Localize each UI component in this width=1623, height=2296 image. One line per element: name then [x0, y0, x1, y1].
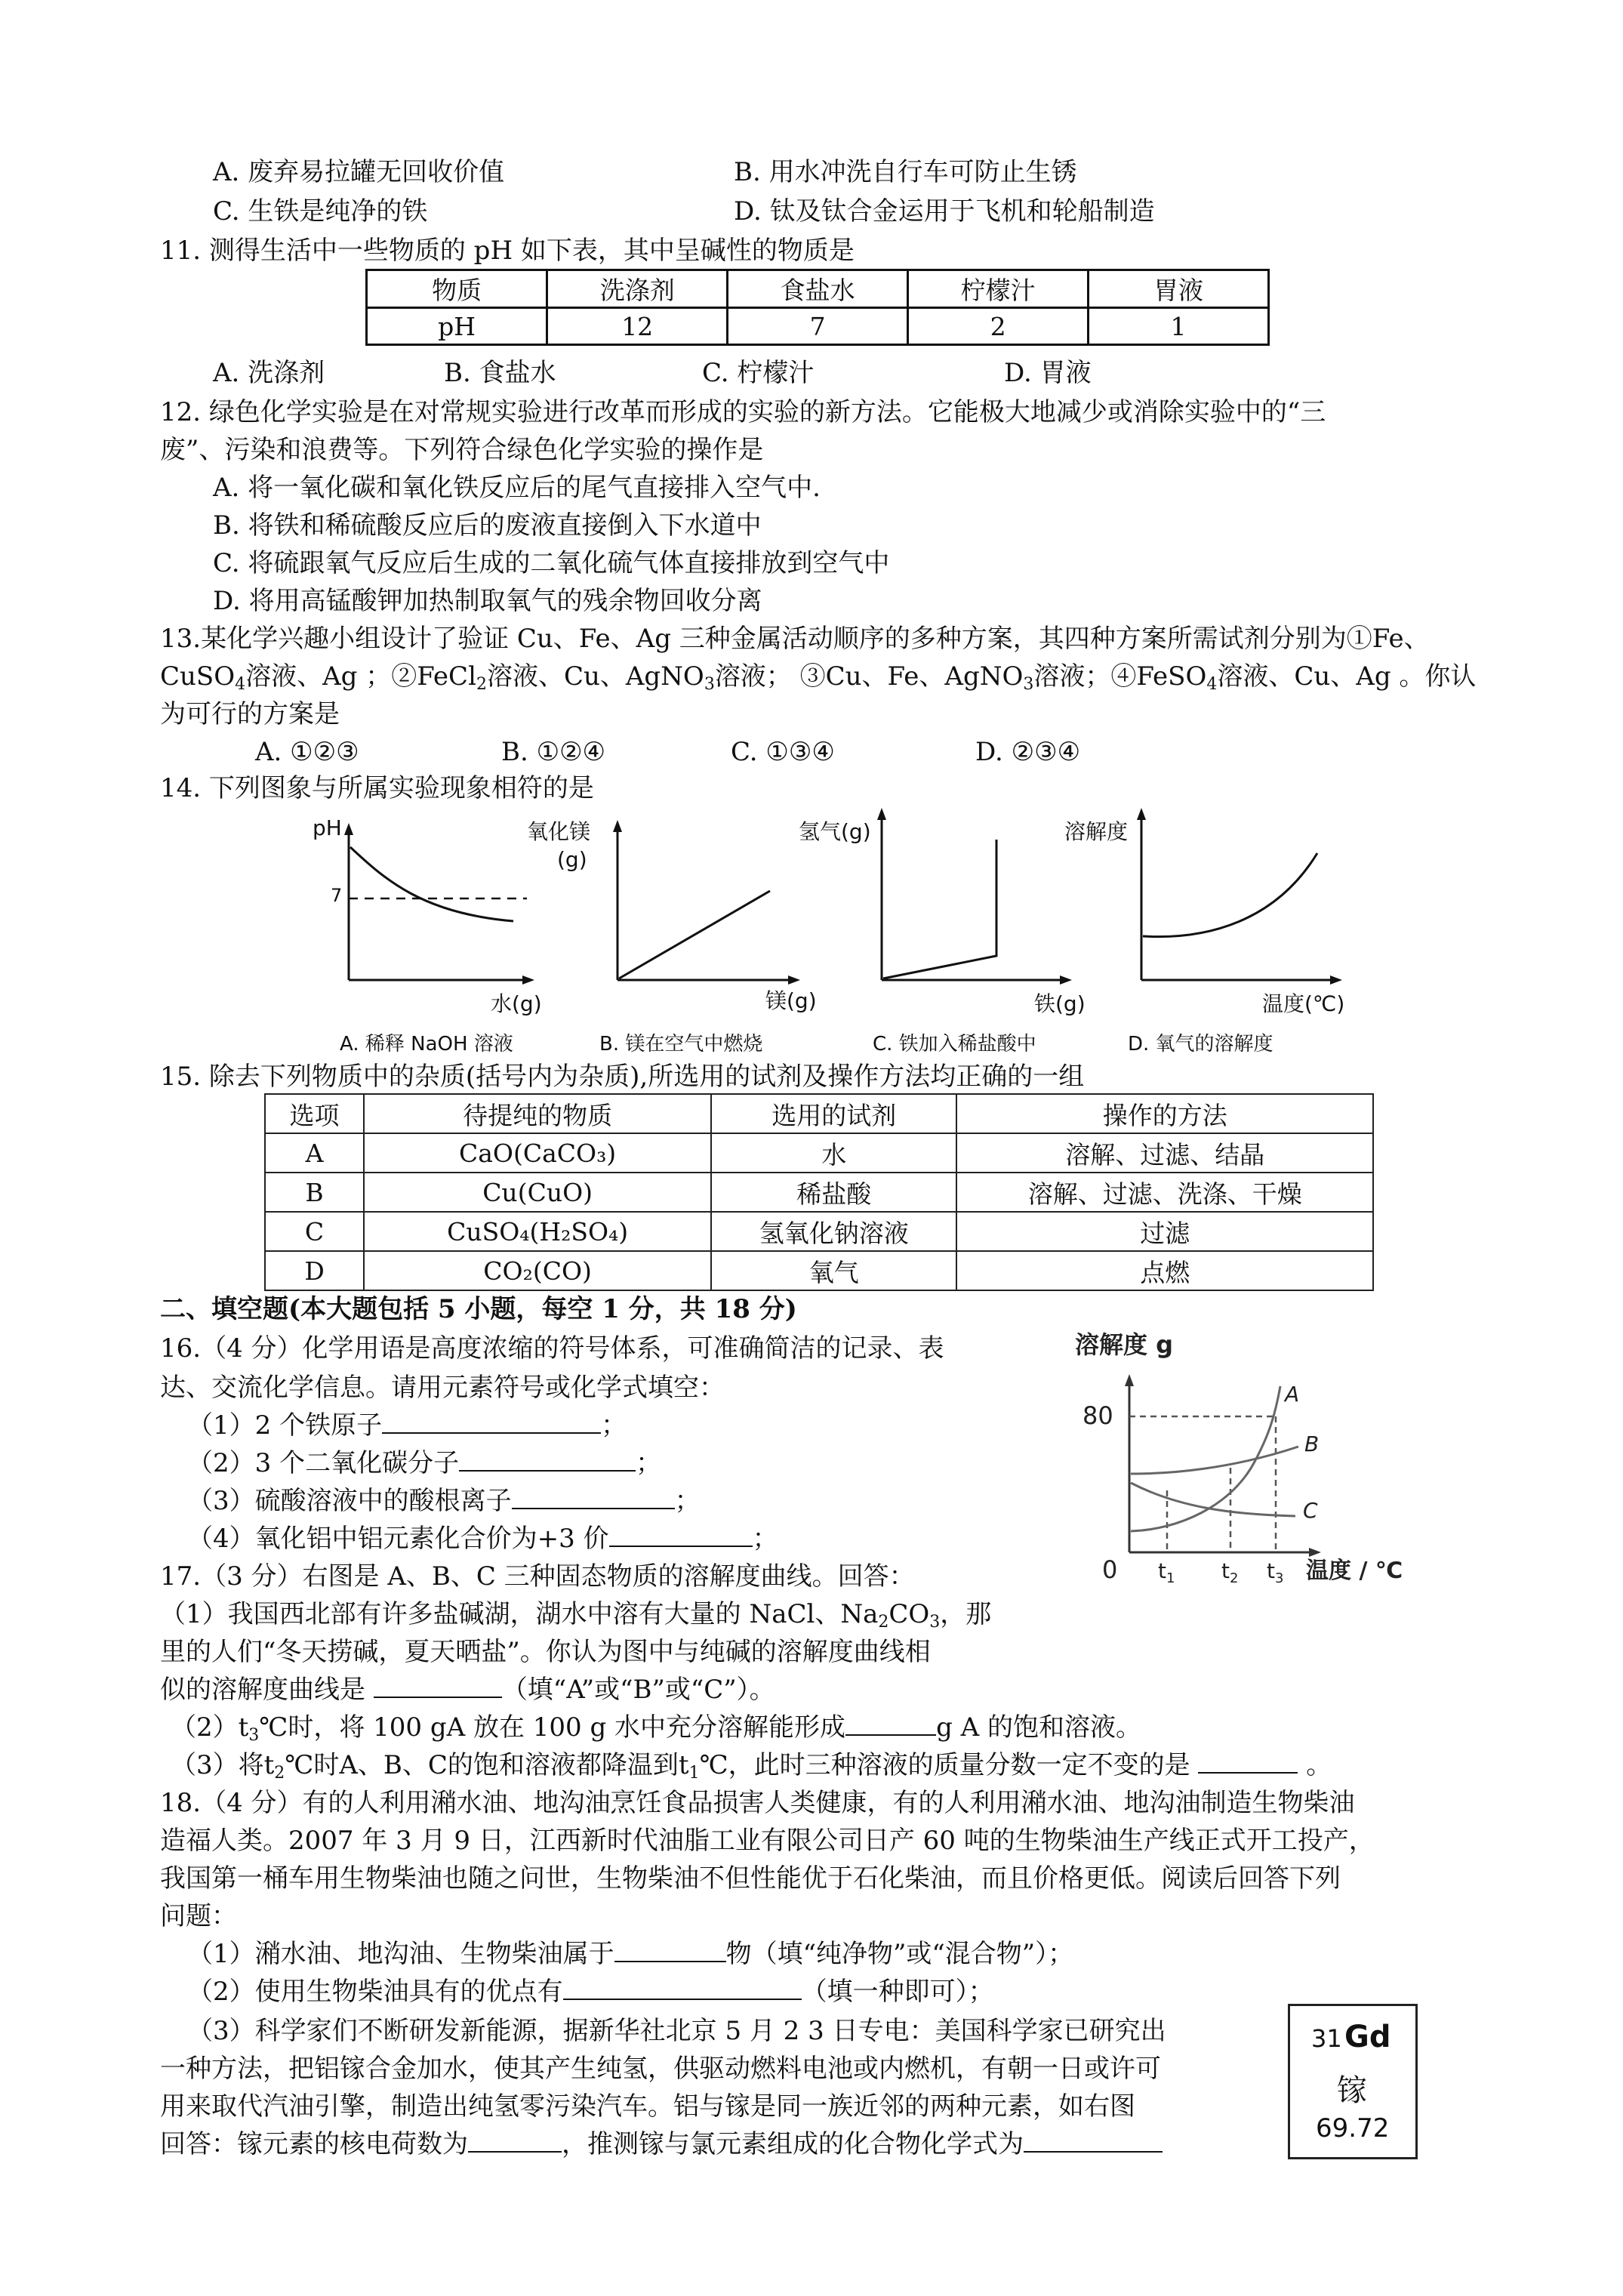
q18-item1: [187, 1937, 1073, 1971]
q16-item-text: （4）氧化铝中铝元素化合价为+3 价: [187, 1524, 609, 1554]
q17-line2: [160, 1598, 991, 1639]
origin-label: 0: [1102, 1555, 1118, 1584]
q15-header: 选用的试剂: [711, 1094, 956, 1133]
graph-a-tick: 7: [331, 885, 343, 906]
q12-option-a: A. 将一氧化碳和氧化铁反应后的尾气直接排入空气中.: [213, 473, 821, 503]
tick-80: 80: [1083, 1401, 1113, 1430]
q16-line1: 16.（4 分）化学用语是高度浓缩的符号体系，可准确简洁的记录、表: [160, 1333, 944, 1364]
q18-line3: 我国第一桶车用生物柴油也随之问世，生物柴油不但性能优于石化柴油，而且价格更低。阅读后回答下列: [160, 1863, 1341, 1894]
q13-text: 溶液、Cu、Ag 。你认: [1217, 661, 1477, 692]
q15-cell: 稀盐酸: [711, 1173, 956, 1212]
answer-blank[interactable]: [459, 1447, 636, 1472]
graph-b-xlabel: 镁(g): [765, 988, 817, 1013]
subscript: 3: [248, 1726, 260, 1745]
q18-text: （填一种即可）；: [801, 1977, 994, 2007]
label-a: A: [1285, 1382, 1300, 1407]
arrow-right-icon: [788, 975, 800, 985]
arrow-up-icon: [1137, 808, 1146, 820]
q15-header: 选项: [265, 1094, 364, 1133]
subscript: 3: [1023, 675, 1034, 694]
q16-item-text: （1）2 个铁原子: [187, 1410, 383, 1441]
q15-cell: Cu(CuO): [364, 1173, 711, 1212]
q17-text: （2）t: [171, 1712, 249, 1743]
t-symbol: t: [1267, 1558, 1275, 1583]
q15-cell: B: [265, 1173, 364, 1212]
q15-cell: C: [265, 1212, 364, 1251]
q15-cell: A: [265, 1133, 364, 1173]
q16-item-text: （2）3 个二氧化碳分子: [187, 1448, 460, 1478]
t-sub: 3: [1274, 1570, 1284, 1586]
q17-text: （填“A”或“B”或“C”）。: [501, 1675, 775, 1705]
arrow-right-icon: [1330, 975, 1342, 985]
q17-text: ℃时A、B、C的饱和溶液都降温到t: [285, 1750, 689, 1780]
subscript: 2: [274, 1764, 285, 1783]
q15-cell: CuSO₄(H₂SO₄): [364, 1212, 711, 1251]
q12-stem-line1: 12. 绿色化学实验是在对常规实验进行改革而形成的实验的新方法。它能极大地减少或消除实验中的“三: [160, 397, 1326, 427]
q13-text: 溶液；④FeSO: [1033, 661, 1207, 692]
section-heading: 二、填空题(本大题包括 5 小题，每空 1 分，共 18 分): [160, 1294, 797, 1324]
q17-line5: [171, 1711, 1141, 1752]
q12-option-d: D. 将用高锰酸钾加热制取氧气的残余物回收分离: [213, 586, 762, 616]
q18-text: 物（填“纯净物”或“混合物”）；: [725, 1939, 1074, 1969]
answer-blank[interactable]: [845, 1712, 936, 1736]
line: [883, 840, 996, 978]
q11-option-a: A. 洗涤剂: [213, 358, 325, 388]
q11-option-c: C. 柠檬汁: [702, 358, 815, 388]
label-b: B: [1304, 1432, 1320, 1456]
q15-cell: 点燃: [956, 1251, 1373, 1290]
q13-line2: [160, 660, 1476, 701]
q15-table: [264, 1093, 1374, 1291]
answer-blank[interactable]: [1024, 2128, 1163, 2153]
element-symbol: Gd: [1344, 2020, 1391, 2054]
q17-line3: 里的人们“冬天捞碱，夏天晒盐”。你认为图中与纯碱的溶解度曲线相: [160, 1637, 931, 1667]
ph-table-header: 洗涤剂: [547, 270, 728, 308]
q15-header: 操作的方法: [956, 1094, 1373, 1133]
label-c: C: [1303, 1498, 1318, 1523]
t-symbol: t: [1221, 1558, 1230, 1583]
q11-option-d: D. 胃液: [1004, 358, 1092, 388]
curve: [350, 847, 513, 921]
q18-line1: 18.（4 分）有的人利用潲水油、地沟油烹饪食品损害人类健康，有的人利用潲水油、地沟油制造生物柴油: [160, 1788, 1355, 1818]
q13-text: 溶液； ③Cu、Fe、AgNO: [714, 661, 1024, 692]
ph-table-header: 柠檬汁: [908, 270, 1089, 308]
q18-text: （1）潲水油、地沟油、生物柴油属于: [187, 1939, 614, 1969]
q15-stem: 15. 除去下列物质中的杂质(括号内为杂质),所选用的试剂及操作方法均正确的一组: [160, 1062, 1085, 1092]
subscript: 3: [704, 675, 715, 694]
arrow-right-icon: [1309, 1548, 1321, 1557]
solubility-graph: [1057, 1326, 1480, 1620]
arrow-up-icon: [1125, 1374, 1134, 1386]
ph-table-cell: 2: [908, 308, 1089, 345]
q15-cell: 过滤: [956, 1212, 1373, 1251]
arrow-up-icon: [877, 808, 886, 820]
q15-cell: 溶解、过滤、洗涤、干燥: [956, 1173, 1373, 1212]
q16-item1: [187, 1409, 627, 1442]
arrow-right-icon: [1060, 975, 1072, 985]
q13-option-c: C. ①③④: [731, 737, 835, 767]
q13-text: CuSO: [160, 661, 236, 692]
answer-blank[interactable]: [609, 1523, 753, 1547]
answer-blank[interactable]: [512, 1485, 675, 1509]
q18-item3: （3）科学家们不断研发新能源，据新华社北京 5 月 2 3 日专电：美国科学家已研究出: [187, 2016, 1166, 2046]
answer-blank[interactable]: [614, 1938, 726, 1962]
q15-cell: 氧气: [711, 1251, 956, 1290]
q12-option-c: C. 将硫跟氧气反应后生成的二氧化硫气体直接排放到空气中: [213, 548, 890, 578]
q17-text: g A 的饱和溶液。: [936, 1712, 1141, 1743]
q17-text: ℃，此时三种溶液的质量分数一定不变的是: [699, 1750, 1190, 1780]
q15-header: 待提纯的物质: [364, 1094, 711, 1133]
q12-stem-line2: 废”、污染和浪费等。下列符合绿色化学实验的操作是: [160, 435, 764, 465]
q18-line7: 用来取代汽油引擎，制造出纯氢零污染汽车。铝与镓是同一族近邻的两种元素，如右图: [160, 2091, 1135, 2122]
t-symbol: t: [1158, 1558, 1166, 1583]
q18-text: ，推测镓与氯元素组成的化合物化学式为: [562, 2129, 1024, 2159]
ph-table-cell: pH: [367, 308, 547, 345]
graph-a-xlabel: 水(g): [491, 991, 542, 1016]
ph-table-cell: 7: [728, 308, 908, 345]
q16-semicolon: ；: [674, 1486, 701, 1516]
q18-text: （2）使用生物柴油具有的优点有: [187, 1977, 563, 2007]
q13-option-d: D. ②③④: [975, 737, 1081, 767]
q17-text: （3）将t: [171, 1750, 275, 1780]
tick-t3: [1267, 1558, 1283, 1586]
q16-semicolon: ；: [752, 1524, 778, 1554]
q17-line4: [160, 1673, 775, 1706]
arrow-up-icon: [344, 823, 353, 835]
graph-b: [613, 820, 800, 985]
ph-table-header: 物质: [367, 270, 547, 308]
graph-a-ylabel: pH: [313, 815, 342, 840]
q18-item2: [187, 1975, 994, 2008]
element-number: 31: [1311, 2024, 1342, 2053]
q17-text: 。: [1306, 1750, 1332, 1780]
graph-b-caption: B. 镁在空气中燃烧: [599, 1033, 763, 1056]
arrow-right-icon: [522, 975, 534, 985]
q13-line1: 13.某化学兴趣小组设计了验证 Cu、Fe、Ag 三种金属活动顺序的多种方案，其四种方案所需试剂分别为①Fe、: [160, 624, 1430, 654]
q10-option-d: D. 钛及钛合金运用于飞机和轮船制造: [734, 196, 1155, 227]
q17-line1: 17.（3 分）右图是 A、B、C 三种固态物质的溶解度曲线。回答：: [160, 1561, 915, 1592]
graph-c-xlabel: 铁(g): [1034, 991, 1086, 1016]
q10-option-a: A. 废弃易拉罐无回收价值: [213, 157, 505, 187]
answer-blank[interactable]: [563, 1976, 802, 2000]
ph-table-cell: 1: [1089, 308, 1269, 345]
element-mass: 69.72: [1316, 2113, 1390, 2143]
q13-option-a: A. ①②③: [255, 737, 359, 767]
q18-line4: 问题：: [160, 1901, 237, 1931]
q17-text: ，那: [940, 1599, 992, 1629]
q11-stem: 11. 测得生活中一些物质的 pH 如下表，其中呈碱性的物质是: [160, 236, 855, 266]
q17-text: 似的溶解度曲线是: [160, 1675, 365, 1705]
graph-d-ylabel: 溶解度: [1064, 819, 1129, 844]
q15-cell: 水: [711, 1133, 956, 1173]
answer-blank[interactable]: [382, 1410, 601, 1434]
graph-c-caption: C. 铁加入稀盐酸中: [873, 1033, 1036, 1056]
answer-blank[interactable]: [468, 2128, 562, 2153]
curve-c: [1131, 1483, 1295, 1516]
subscript: 3: [929, 1613, 941, 1632]
q17-text: CO: [888, 1599, 930, 1629]
curve: [1143, 853, 1317, 937]
answer-blank[interactable]: [374, 1674, 502, 1698]
element-card: [1288, 2004, 1418, 2159]
t-sub: 2: [1229, 1570, 1239, 1586]
ph-table: [365, 269, 1270, 346]
q16-item2: [187, 1447, 661, 1480]
graph-b-ylabel-unit: (g): [557, 847, 587, 872]
t-sub: 1: [1166, 1570, 1175, 1586]
q18-text: 回答：镓元素的核电荷数为: [160, 2129, 468, 2159]
q13-text: 溶液、Ag ；②FeCl: [245, 661, 476, 692]
q10-option-c: C. 生铁是纯净的铁: [213, 196, 428, 227]
q16-item4: [187, 1522, 778, 1555]
q16-line2: 达、交流化学信息。请用元素符号或化学式填空：: [160, 1373, 725, 1403]
q17-text: （1）我国西北部有许多盐碱湖，湖水中溶有大量的 NaCl、Na: [160, 1599, 879, 1629]
q13-option-b: B. ①②④: [501, 737, 606, 767]
q14-stem: 14. 下列图象与所属实验现象相符的是: [160, 773, 594, 803]
q15-cell: 溶解、过滤、结晶: [956, 1133, 1373, 1173]
subscript: 4: [235, 675, 246, 694]
subscript: 4: [1206, 675, 1218, 694]
graph-a-caption: A. 稀释 NaOH 溶液: [340, 1033, 513, 1056]
subscript: 1: [688, 1764, 700, 1783]
ph-table-header: 胃液: [1089, 270, 1269, 308]
q18-line6: 一种方法，把铝镓合金加水，使其产生纯氢，供驱动燃料电池或内燃机，有朝一日或许可: [160, 2054, 1161, 2084]
graph-d-caption: D. 氧气的溶解度: [1128, 1033, 1273, 1056]
arrow-up-icon: [613, 820, 622, 832]
ph-table-cell: 12: [547, 308, 728, 345]
answer-blank[interactable]: [1198, 1749, 1298, 1774]
graph-b-ylabel: 氧化镁: [527, 819, 591, 844]
curve-b: [1131, 1447, 1298, 1474]
q13-text: 溶液、Cu、AgNO: [486, 661, 704, 692]
q15-cell: D: [265, 1251, 364, 1290]
q15-cell: 氢氧化钠溶液: [711, 1212, 956, 1251]
q17-line6: [171, 1749, 1332, 1790]
tick-t1: [1158, 1558, 1175, 1586]
q15-cell: CaO(CaCO₃): [364, 1133, 711, 1173]
graph-a: [344, 823, 534, 985]
q16-semicolon: ；: [636, 1448, 662, 1478]
q17-text: ℃时，将 100 gA 放在 100 g 水中充分溶解能形成: [259, 1712, 846, 1743]
q18-line8: [160, 2128, 1163, 2161]
solubility-xlabel: 温度 / ℃: [1306, 1558, 1403, 1584]
q12-option-b: B. 将铁和稀硫酸反应后的废液直接倒入下水道中: [213, 510, 762, 541]
solubility-ylabel: 溶解度 g: [1075, 1330, 1174, 1359]
graph-c: [877, 808, 1072, 985]
q13-line3: 为可行的方案是: [160, 699, 340, 729]
graph-d-xlabel: 温度(℃): [1262, 991, 1345, 1016]
tick-t2: [1221, 1558, 1238, 1586]
q16-semicolon: ；: [601, 1410, 627, 1441]
q11-option-b: B. 食盐水: [444, 358, 556, 388]
ph-table-header: 食盐水: [728, 270, 908, 308]
graph-d: [1137, 808, 1342, 985]
q15-cell: CO₂(CO): [364, 1251, 711, 1290]
subscript: 2: [476, 675, 487, 694]
subscript: 2: [878, 1613, 889, 1632]
graph-c-ylabel: 氢气(g): [799, 819, 871, 844]
q18-line2: 造福人类。2007 年 3 月 9 日，江西新时代油脂工业有限公司日产 60 吨的生物柴油生产线正式开工投产，: [160, 1826, 1375, 1856]
q16-item-text: （3）硫酸溶液中的酸根离子: [187, 1486, 512, 1516]
q10-option-b: B. 用水冲洗自行车可防止生锈: [734, 157, 1077, 187]
element-name: 镓: [1337, 2073, 1367, 2108]
q16-item3: [187, 1484, 701, 1518]
line: [619, 891, 770, 978]
